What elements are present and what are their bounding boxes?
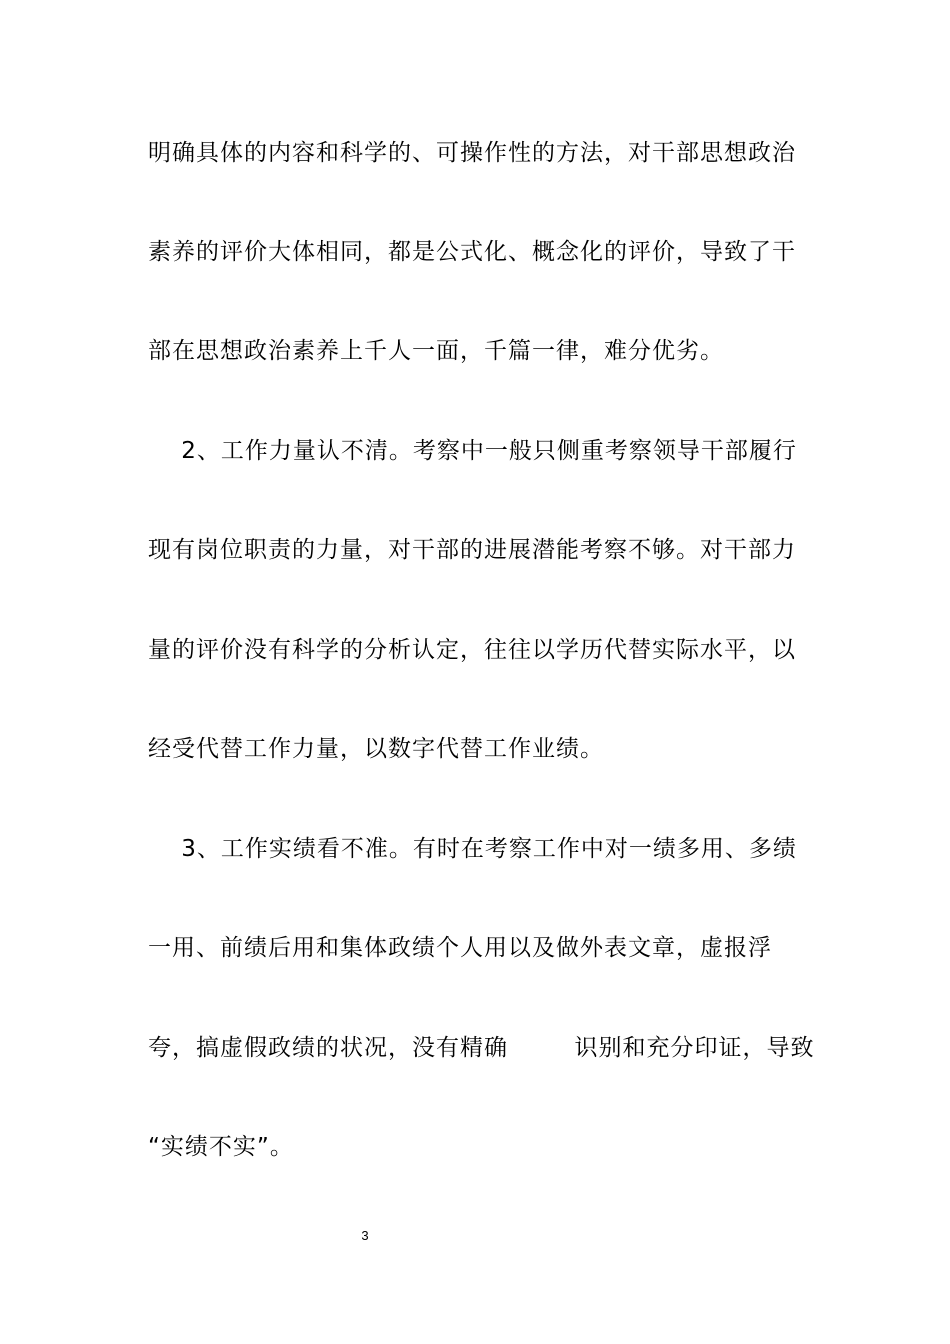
page-number: 3 — [361, 1228, 369, 1243]
text-line: 夸，搞虚假政绩的状况，没有精确 识别和充分印证，导致 — [148, 1035, 815, 1061]
paragraph-start-line: 3、工作实绩看不准。有时在考察工作中对一绩多用、多绩 — [148, 836, 797, 862]
text-line: 经受代替工作力量，以数字代替工作业绩。 — [148, 736, 604, 762]
text-line: “实绩不实”。 — [148, 1134, 294, 1160]
text-line: 现有岗位职责的力量，对干部的进展潜能考察不够。对干部力 — [148, 537, 796, 563]
paragraph-start-line: 2、工作力量认不清。考察中一般只侧重考察领导干部履行 — [148, 438, 797, 464]
text-line: 素养的评价大体相同，都是公式化、概念化的评价，导致了干 — [148, 239, 796, 265]
text-line: 一用、前绩后用和集体政绩个人用以及做外表文章，虚报浮 — [148, 935, 772, 961]
text-line: 量的评价没有科学的分析认定，往往以学历代替实际水平，以 — [148, 637, 796, 663]
text-line: 部在思想政治素养上千人一面，千篇一律，难分优劣。 — [148, 338, 724, 364]
text-line: 明确具体的内容和科学的、可操作性的方法，对干部思想政治 — [148, 140, 796, 166]
